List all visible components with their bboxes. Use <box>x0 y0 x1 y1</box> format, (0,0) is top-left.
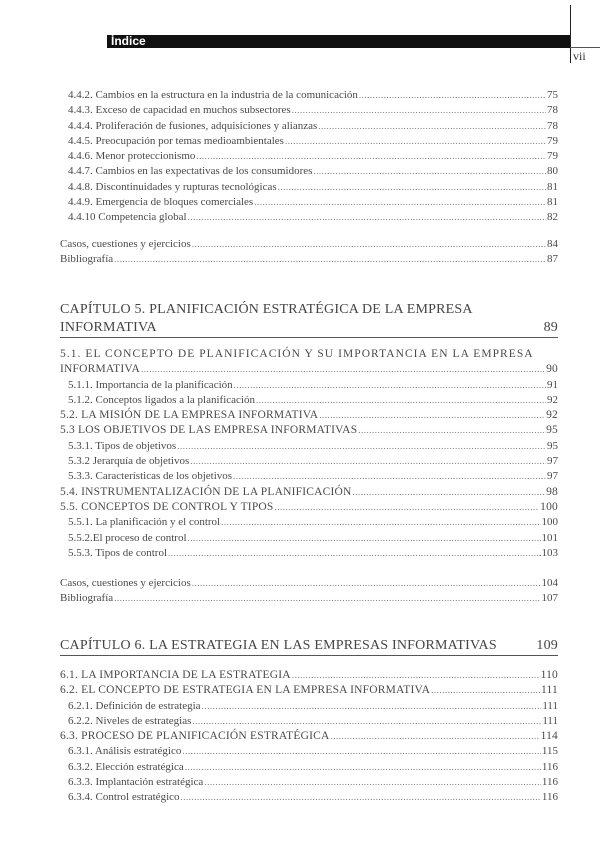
chapter-6-heading[interactable] <box>60 637 558 656</box>
chapter-6-entries <box>60 668 558 806</box>
toc-entry[interactable] <box>60 134 558 149</box>
chapter-5-end <box>60 576 558 607</box>
entry-page: 100 <box>541 516 558 529</box>
entry-label: 5.3 LOS OBJETIVOS DE LAS EMPRESA INFORMATIVAS <box>60 424 358 437</box>
entry-label: 5.5.2.El proceso de control <box>68 531 187 544</box>
toc-entry[interactable] <box>60 180 558 195</box>
toc-entry[interactable] <box>60 252 558 267</box>
entry-page: 98 <box>546 485 558 498</box>
toc-entry[interactable] <box>60 347 558 362</box>
entry-label: 6.3.1. Análisis estratégico <box>68 745 182 758</box>
chapter-page: 109 <box>536 638 558 653</box>
entry-page: 104 <box>541 577 558 589</box>
dot-leader <box>182 744 541 759</box>
entry-label: 6.1. LA IMPORTANCIA DE LA ESTRATEGIA <box>60 669 291 681</box>
entry-label: 5.1. EL CONCEPTO DE PLANIFICACIÓN Y SU IMPORTANCIA EN LA EMPRESA <box>60 348 534 360</box>
folio-rule <box>570 47 600 48</box>
entry-page: 116 <box>541 760 558 773</box>
entry-label: 4.4.3. Exceso de capacidad en muchos subsectores <box>68 104 291 117</box>
entry-label: 5.2. LA MISIÓN DE LA EMPRESA INFORMATIVA <box>60 409 319 422</box>
toc-entry[interactable] <box>60 744 558 759</box>
toc-entry[interactable] <box>60 237 558 252</box>
entry-page: 81 <box>547 196 558 209</box>
header-bar <box>107 35 570 48</box>
entry-label: 5.3.3. Características de los objetivos <box>68 470 233 483</box>
toc-entry[interactable] <box>60 439 558 454</box>
dot-leader <box>292 103 546 118</box>
chapter-title: CAPÍTULO 5. PLANIFICACIÓN ESTRATÉGICA DE LA EMPRESA <box>60 302 473 317</box>
toc-entry[interactable] <box>60 103 558 118</box>
toc-entry[interactable] <box>60 760 558 775</box>
toc-entry[interactable] <box>60 210 558 225</box>
page-number: vii <box>573 49 586 63</box>
dot-leader <box>285 134 546 149</box>
dot-leader <box>168 546 538 561</box>
entry-label: 5.5.3. Tipos de control <box>68 546 168 559</box>
entry-page: 79 <box>547 134 558 147</box>
entry-label: 4.4.4. Proliferación de fusiones, adquisiciones y alianzas <box>68 119 318 132</box>
dot-leader <box>319 408 545 423</box>
toc-entry[interactable] <box>60 469 558 484</box>
entry-page: 111 <box>542 714 558 727</box>
entry-page: 81 <box>547 180 558 193</box>
entry-label: Bibliografía <box>60 592 114 605</box>
dot-leader <box>192 237 546 252</box>
entry-label: 4.4.9. Emergencia de bloques comerciales <box>68 196 254 209</box>
entry-page: 100 <box>540 500 558 513</box>
entry-label: INFORMATIVA <box>60 363 140 376</box>
toc-entry[interactable] <box>60 576 558 591</box>
dot-leader <box>431 683 540 698</box>
toc-entry[interactable] <box>60 714 558 729</box>
dot-leader <box>359 88 546 103</box>
toc-list <box>60 362 558 561</box>
entry-page: 75 <box>547 89 558 101</box>
dot-leader <box>192 576 541 591</box>
entry-label: 4.4.2. Cambios en la estructura en la industria de la comunicación <box>68 89 358 101</box>
entry-label: 4.4.5. Preocupación por temas medioambientales <box>68 134 284 147</box>
chapter-5-heading[interactable] <box>60 301 558 338</box>
dot-leader <box>190 454 546 469</box>
toc-entry[interactable] <box>60 500 558 515</box>
dot-leader <box>181 790 541 805</box>
entry-page: 95 <box>547 439 558 452</box>
toc-entry[interactable] <box>60 119 558 134</box>
entry-label: 5.3.1. Tipos de objetivos <box>68 439 177 452</box>
toc-entry[interactable] <box>60 729 558 744</box>
toc-entry[interactable] <box>60 423 558 438</box>
dot-leader <box>313 164 546 179</box>
entry-page: 91 <box>547 378 558 391</box>
toc-entry[interactable] <box>60 378 558 393</box>
entry-label: 4.4.7. Cambios en las expectativas de los consumidores <box>68 165 313 178</box>
entry-label: 6.3.4. Control estratégico <box>68 791 180 804</box>
dot-leader <box>114 591 540 606</box>
entry-page: 78 <box>547 119 558 132</box>
toc-entry[interactable] <box>60 454 558 469</box>
dot-leader <box>192 714 541 729</box>
entry-label: 6.2.2. Niveles de estrategias <box>68 714 192 727</box>
entry-label: 6.3.3. Implantación estratégica <box>68 776 204 789</box>
dot-leader <box>141 362 545 377</box>
entry-label: 6.2. EL CONCEPTO DE ESTRATEGIA EN LA EMPRESA INFORMATIVA <box>60 684 431 697</box>
chapter-page: 89 <box>543 320 558 335</box>
dot-leader <box>331 729 540 744</box>
entry-page: 115 <box>541 745 558 758</box>
dot-leader <box>233 469 546 484</box>
toc-entry[interactable] <box>60 408 558 423</box>
toc-entry[interactable] <box>60 683 558 698</box>
entry-label: Casos, cuestiones y ejercicios <box>60 577 191 589</box>
entry-page: 114 <box>540 730 558 743</box>
entry-page: 97 <box>547 470 558 483</box>
dot-leader <box>114 252 546 267</box>
toc-section-4 <box>60 88 558 226</box>
toc-entry[interactable] <box>60 531 558 546</box>
entry-label: 6.2.1. Definición de estrategia <box>68 699 201 712</box>
entry-page: 95 <box>546 424 558 437</box>
dot-leader <box>234 378 546 393</box>
entry-page: 80 <box>547 165 558 178</box>
entry-label: 4.4.6. Menor proteccionismo <box>68 150 196 163</box>
dot-leader <box>275 500 540 515</box>
dot-leader <box>188 531 541 546</box>
dot-leader <box>254 195 546 210</box>
entry-page: 87 <box>547 253 558 266</box>
toc-entry[interactable] <box>60 668 558 683</box>
toc-section-4-end <box>60 237 558 268</box>
toc-entry[interactable] <box>60 149 558 164</box>
dot-leader <box>177 439 546 454</box>
entry-label: 4.4.10 Competencia global <box>68 211 187 224</box>
dot-leader <box>256 393 546 408</box>
entry-page: 90 <box>546 363 558 376</box>
margin-rule <box>570 5 571 63</box>
dot-leader <box>292 668 540 683</box>
entry-page: 116 <box>541 776 558 789</box>
dot-leader <box>204 775 541 790</box>
entry-page: 92 <box>546 409 558 422</box>
entry-page: 78 <box>547 104 558 117</box>
dot-leader <box>188 210 546 225</box>
entry-label: 5.1.2. Conceptos ligados a la planificación <box>68 393 255 406</box>
toc-entry[interactable] <box>60 591 558 606</box>
entry-page: 111 <box>541 684 558 697</box>
toc-entry[interactable] <box>60 699 558 714</box>
toc-entry[interactable] <box>60 195 558 210</box>
entry-page: 110 <box>540 669 558 681</box>
entry-label: 5.4. INSTRUMENTALIZACIÓN DE LA PLANIFICACIÓN <box>60 485 352 498</box>
toc-entry[interactable] <box>60 546 558 561</box>
toc-entry[interactable] <box>60 164 558 179</box>
entry-page: 82 <box>547 211 558 224</box>
entry-page: .103 <box>538 546 558 559</box>
entry-label: Casos, cuestiones y ejercicios <box>60 238 191 250</box>
entry-label: 4.4.8. Discontinuidades y rupturas tecnológicas <box>68 180 277 193</box>
entry-page: 92 <box>547 393 558 406</box>
header-title: Índice <box>111 34 146 48</box>
entry-page: 107 <box>541 592 558 605</box>
chapter-title: CAPÍTULO 6. LA ESTRATEGIA EN LAS EMPRESAS INFORMATIVAS <box>60 638 497 653</box>
entry-page: 111 <box>542 699 558 712</box>
entry-label: 5.5.1. La planificación y el control <box>68 516 221 529</box>
entry-page: 101 <box>541 531 558 544</box>
entry-label: 5.5. CONCEPTOS DE CONTROL Y TIPOS <box>60 500 274 513</box>
entry-page: 84 <box>547 238 558 250</box>
toc-entry[interactable] <box>60 88 558 103</box>
dot-leader <box>318 119 546 134</box>
entry-label: 6.3.2. Elección estratégica <box>68 760 184 773</box>
entry-label: 6.3. PROCESO DE PLANIFICACIÓN ESTRATÉGICA <box>60 730 330 743</box>
toc-entry[interactable] <box>60 790 558 805</box>
entry-label: 5.1.1. Importancia de la planificación <box>68 378 233 391</box>
toc-entry[interactable] <box>60 515 558 530</box>
toc-entry[interactable] <box>60 393 558 408</box>
dot-leader <box>202 699 542 714</box>
dot-leader <box>185 760 541 775</box>
entry-label: 5.3.2 Jerarquía de objetivos <box>68 455 190 468</box>
entry-page: 79 <box>547 150 558 163</box>
toc-entry[interactable] <box>60 485 558 500</box>
chapter-5-entries <box>60 347 558 561</box>
dot-leader <box>358 423 545 438</box>
entry-page: 116 <box>541 791 558 804</box>
chapter-title: INFORMATIVA <box>60 320 157 335</box>
entry-page: 97 <box>547 455 558 468</box>
toc-entry[interactable] <box>60 362 558 377</box>
dot-leader <box>353 485 546 500</box>
toc-entry[interactable] <box>60 775 558 790</box>
dot-leader <box>196 149 546 164</box>
dot-leader <box>278 180 546 195</box>
dot-leader <box>221 515 540 530</box>
entry-label: Bibliografía <box>60 253 114 266</box>
